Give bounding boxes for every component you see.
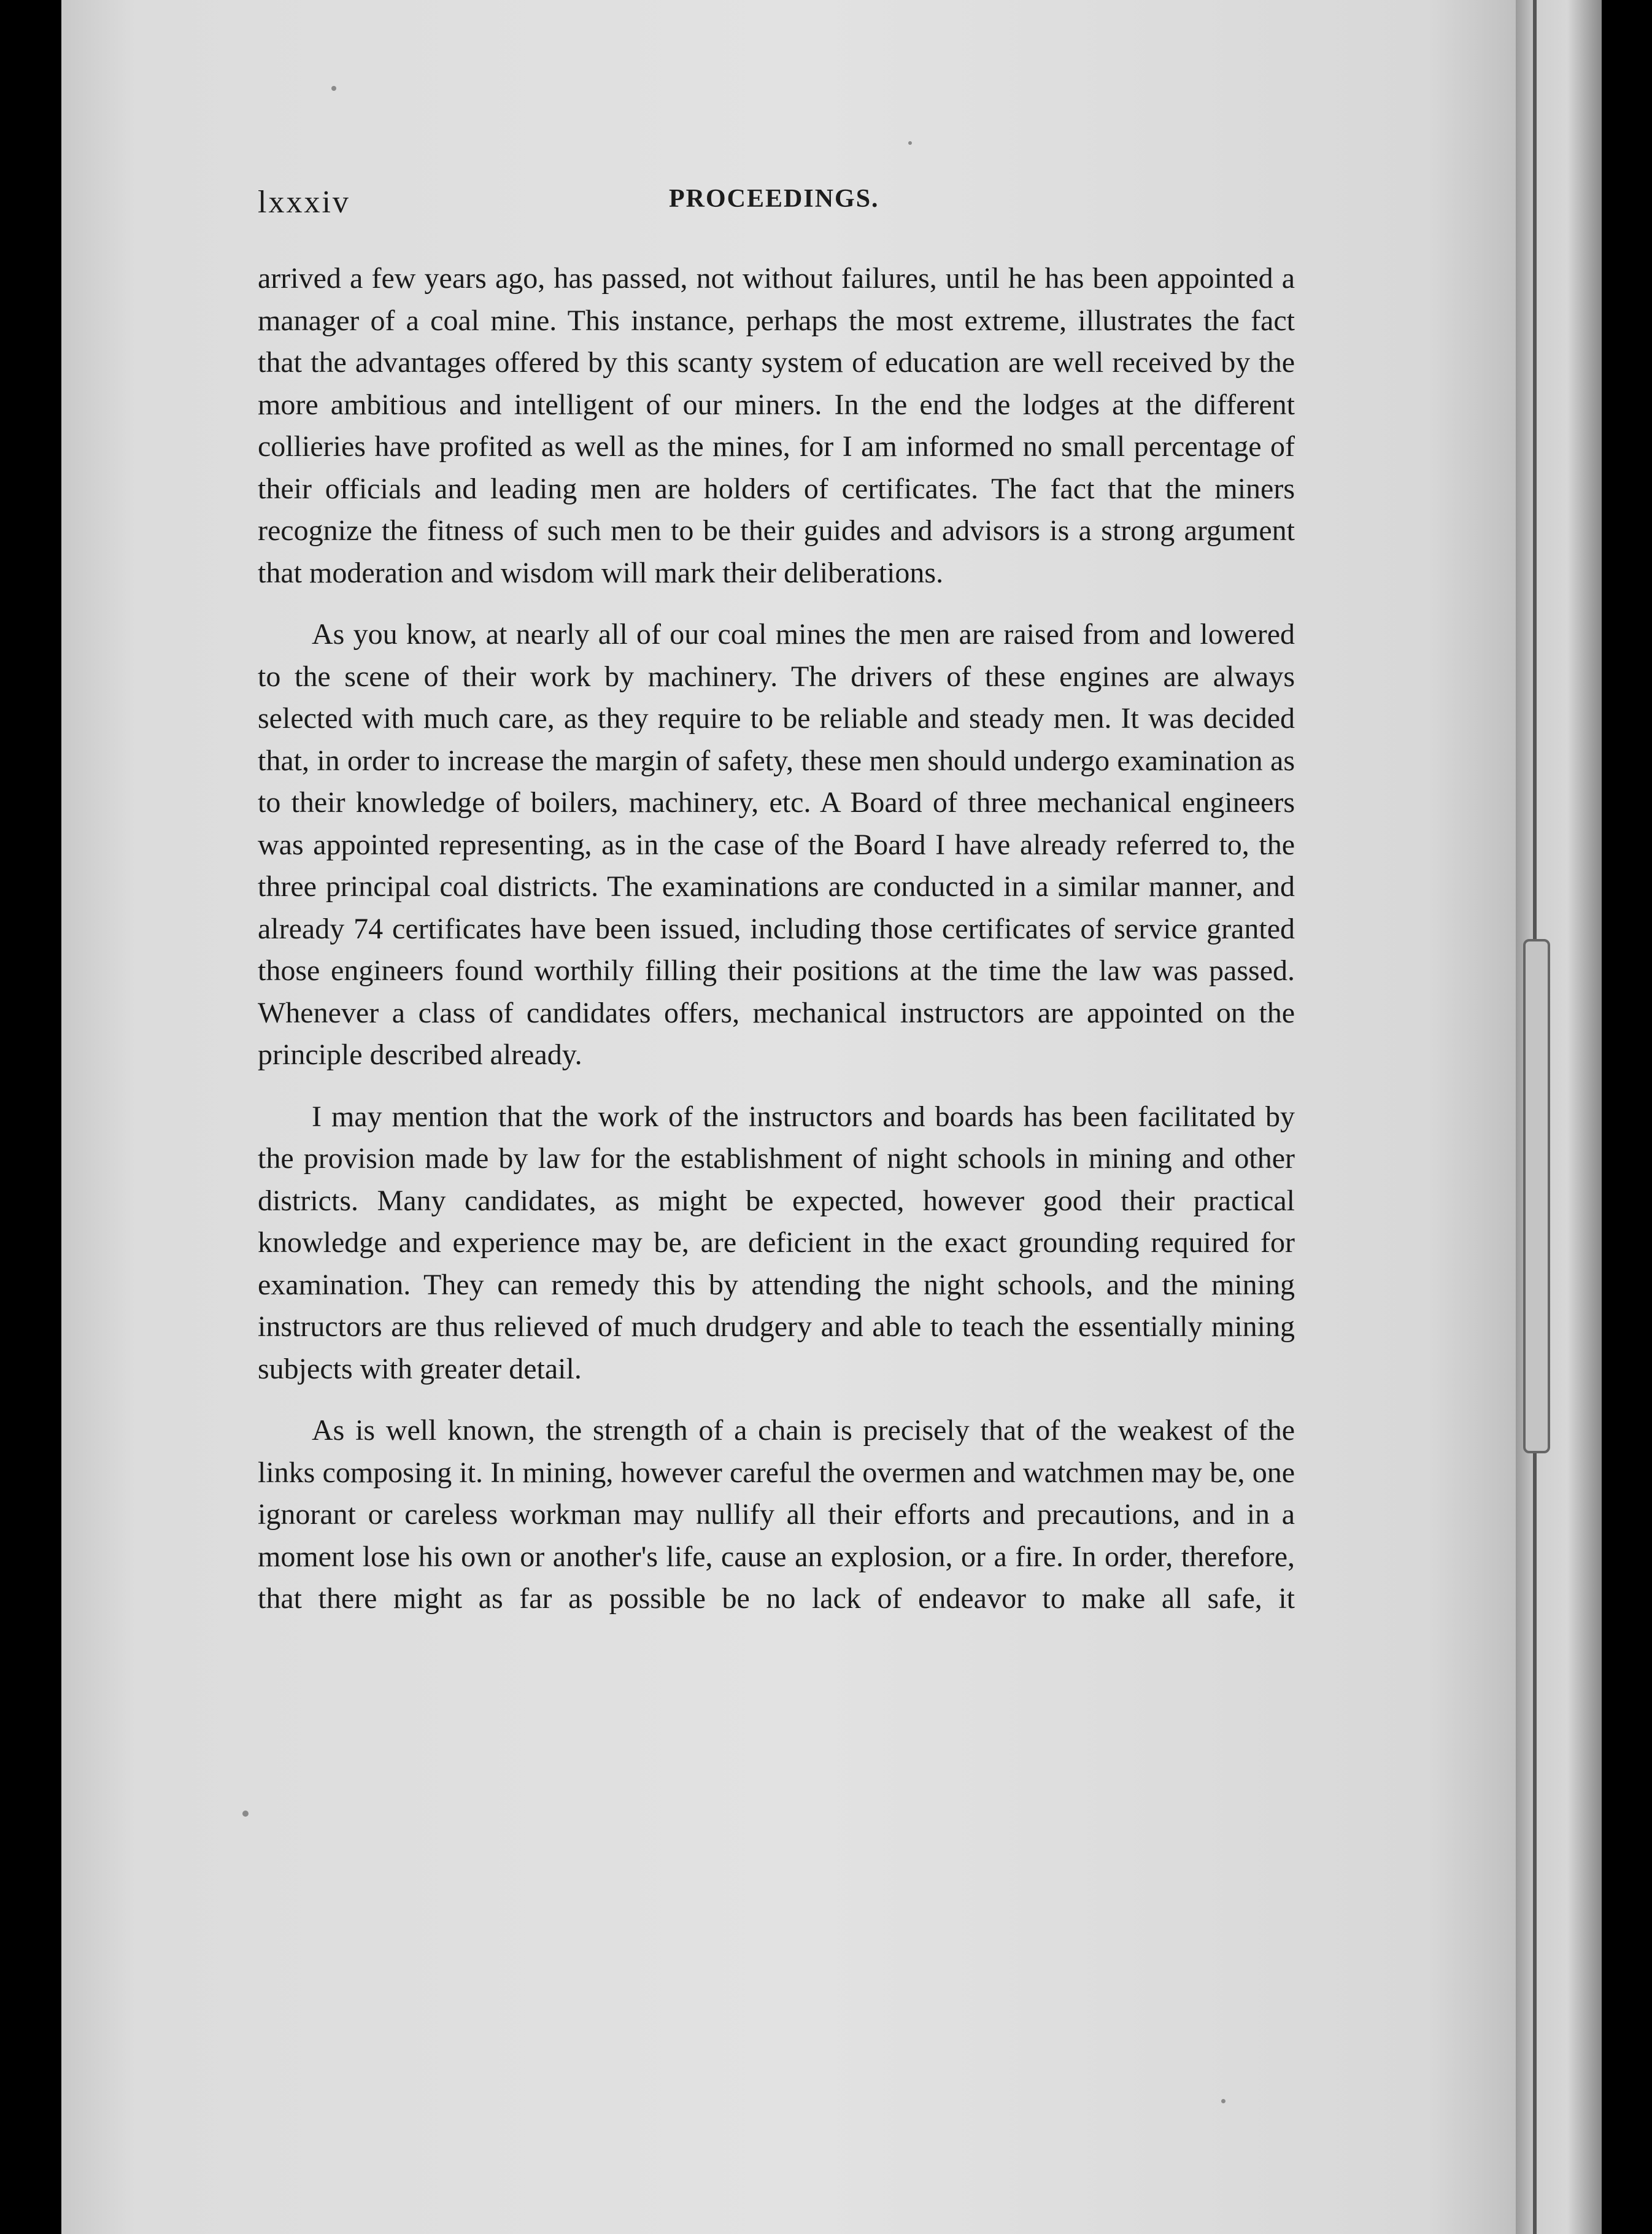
paragraph-night-schools: I may mention that the work of the instructors and boards has been facilitated by the provision made by law for the establishment of night schools in mining and other districts. Many candidates, as might be expected, however good their practical knowledge and experience may be, are deficient in the exact grounding required for examination. They can remedy this by attending the night schools, and the mining instructors are thus relieved of much drudgery and able to teach the essentially mining subjects with greater detail.	[258, 1100, 1295, 1385]
running-title: PROCEEDINGS.	[669, 185, 879, 213]
paragraph-chain-links: As is well known, the strength of a chain is precisely that of the weakest of the links composing it. In mining, however careful the overmen and watchmen may be, one ignorant or careless workman may nullify all their efforts and precautions, and in a moment lose his own or another's life, cause an explosion, or a fire. In order, therefore, that there might as far as possible be no lack of endeavor to make all safe, it	[258, 1414, 1295, 1615]
paragraph-continued: arrived a few years ago, has passed, not without failures, until he has been appointed a manager of a coal mine. This instance, perhaps the most extreme, illustrates the fact that the advantages offered by this scanty system of education are well received by the more ambitious and intelligent of our miners. In the end the lodges at the different collieries have profited as well as the mines, for I am informed no small percentage of their officials and leading men are holders of certificates. The fact that the miners recognize the fitness of such men to be their guides and advisors is a strong argument that moderation and wisdom will mark their deliberations.	[258, 262, 1295, 589]
page-number: lxxxiv	[258, 185, 350, 220]
scan-speck	[242, 1811, 249, 1817]
scan-speck	[908, 141, 912, 145]
scan-speck	[331, 86, 336, 91]
paper-clip-mark	[1523, 939, 1550, 1453]
scan-speck	[1221, 2099, 1225, 2103]
paragraph-engine-drivers: As you know, at nearly all of our coal mines the men are raised from and lowered to the scene of their work by machinery. The drivers of these engines are always selected with much care, as they require to be reliable and steady men. It was decided that, in order to increase the margin of safety, these men should undergo examination as to their knowledge of boilers, machinery, etc. A Board of three mechanical engineers was appointed representing, as in the case of the Board I have already referred to, the three principal coal districts. The examinations are conducted in a similar manner, and already 74 certificates have been issued, including those certificates of service granted those engineers found worthily filling their positions at the time the law was passed. Whenever a class of candidates offers, mechanical instructors are appointed on the principle described already.	[258, 618, 1295, 1071]
body-text	[258, 258, 1295, 1640]
